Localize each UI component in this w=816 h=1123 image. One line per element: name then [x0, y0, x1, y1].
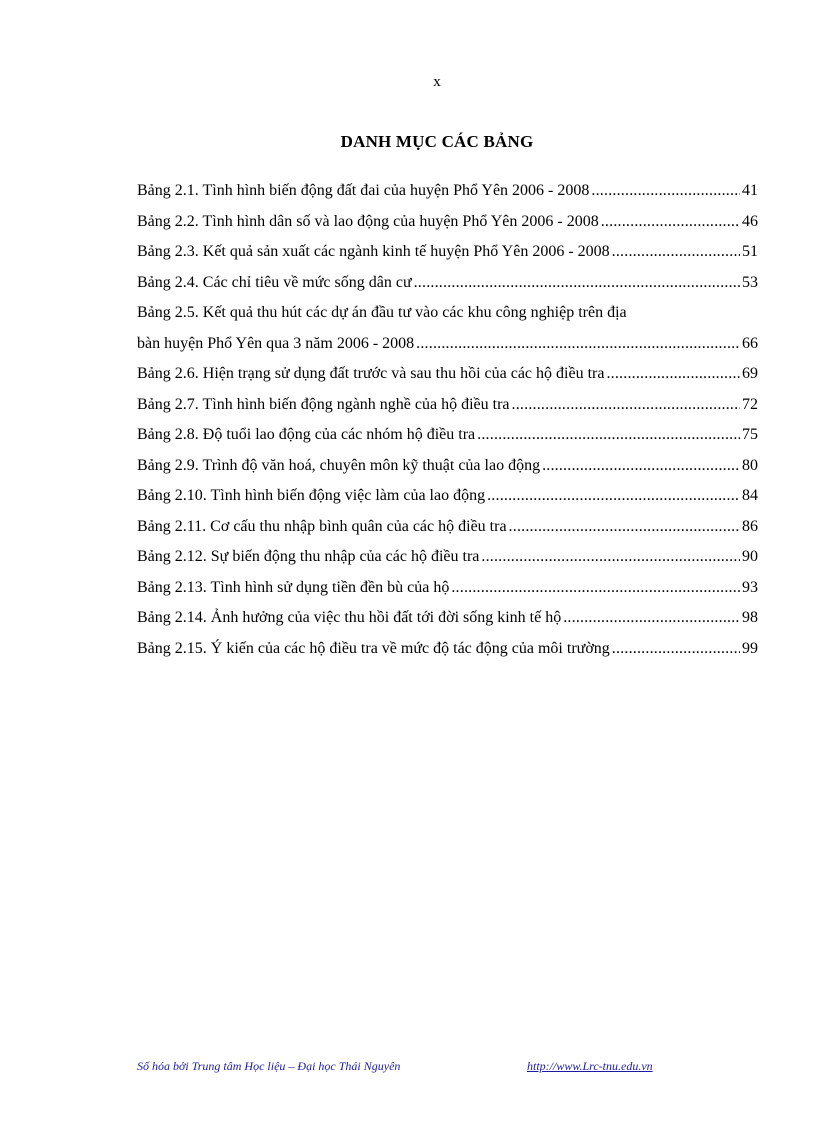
toc-entry-label-continued: bàn huyện Phổ Yên qua 3 năm 2006 - 2008: [137, 334, 415, 352]
toc-entry-page: 90: [742, 548, 758, 565]
footer-link[interactable]: http://www.Lrc-tnu.edu.vn: [527, 1059, 653, 1073]
table-of-tables: [137, 176, 758, 664]
dot-leader: [563, 603, 740, 634]
toc-entry-label: Bảng 2.10. Tình hình biến động việc làm của lao động: [137, 487, 486, 504]
page-title: DANH MỤC CÁC BẢNG: [340, 132, 534, 151]
dot-leader: [451, 573, 740, 604]
toc-entry[interactable]: [137, 603, 758, 634]
toc-entry-label: Bảng 2.15. Ý kiến của các hộ điều tra về mức độ tác động của môi trường: [137, 639, 610, 657]
dot-leader: [509, 512, 740, 543]
dot-leader: [612, 634, 740, 665]
toc-entry[interactable]: [137, 298, 758, 359]
toc-entry[interactable]: [137, 512, 758, 543]
toc-entry-label: Bảng 2.13. Tình hình sử dụng tiền đền bù của hộ: [137, 578, 450, 596]
toc-entry-label: Bảng 2.12. Sự biến động thu nhập của các hộ điều tra: [137, 548, 480, 565]
dot-leader: [414, 268, 740, 299]
toc-entry[interactable]: [137, 176, 758, 207]
dot-leader: [612, 237, 740, 268]
toc-entry-page: 84: [742, 487, 758, 504]
toc-entry[interactable]: [137, 359, 758, 390]
toc-entry[interactable]: [137, 481, 758, 512]
dot-leader: [416, 329, 740, 360]
toc-entry-label: Bảng 2.1. Tình hình biến động đất đai của huyện Phổ Yên 2006 - 2008: [137, 182, 590, 199]
dot-leader: [542, 451, 740, 482]
toc-entry-page: 72: [742, 395, 758, 413]
page-number: x: [433, 74, 441, 90]
toc-entry-page: 51: [742, 243, 758, 260]
toc-entry[interactable]: [137, 542, 758, 573]
dot-leader: [512, 390, 740, 421]
toc-entry-page: 66: [742, 334, 758, 352]
toc-entry-page: 86: [742, 517, 758, 535]
toc-entry[interactable]: [137, 390, 758, 421]
toc-entry-page: 99: [742, 639, 758, 657]
dot-leader: [591, 176, 740, 207]
toc-entry-page: 69: [742, 365, 758, 382]
toc-entry-page: 75: [742, 426, 758, 443]
toc-entry-label: Bảng 2.9. Trình độ văn hoá, chuyên môn kỹ thuật của lao động: [137, 456, 541, 474]
toc-entry-page: 98: [742, 609, 758, 626]
toc-entry-label: Bảng 2.7. Tình hình biến động ngành nghề của hộ điều tra: [137, 395, 510, 413]
toc-entry-label: Bảng 2.8. Độ tuổi lao động của các nhóm hộ điều tra: [137, 426, 476, 443]
toc-entry[interactable]: [137, 237, 758, 268]
toc-entry-page: 80: [742, 456, 758, 474]
toc-entry-label: Bảng 2.3. Kết quả sản xuất các ngành kinh tế huyện Phổ Yên 2006 - 2008: [137, 243, 610, 260]
toc-entry-label: Bảng 2.4. Các chỉ tiêu về mức sống dân cư: [137, 273, 412, 291]
dot-leader: [487, 481, 740, 512]
toc-entry-label: Bảng 2.2. Tình hình dân số và lao động của huyện Phổ Yên 2006 - 2008: [137, 212, 599, 230]
toc-entry-page: 53: [742, 273, 758, 291]
toc-entry[interactable]: [137, 573, 758, 604]
toc-entry-page: 93: [742, 578, 758, 596]
toc-entry[interactable]: [137, 207, 758, 238]
dot-leader: [481, 542, 740, 573]
toc-entry[interactable]: [137, 420, 758, 451]
toc-entry[interactable]: [137, 634, 758, 665]
toc-entry-label: Bảng 2.5. Kết quả thu hút các dự án đầu tư vào các khu công nghiệp trên địa: [137, 304, 627, 321]
toc-entry-page: 46: [742, 212, 758, 230]
dot-leader: [477, 420, 740, 451]
footer-credit: Số hóa bởi Trung tâm Học liệu – Đại học Thái Nguyên: [137, 1059, 401, 1073]
toc-entry-label: Bảng 2.11. Cơ cấu thu nhập bình quân của các hộ điều tra: [137, 517, 507, 535]
dot-leader: [606, 359, 740, 390]
toc-entry[interactable]: [137, 268, 758, 299]
dot-leader: [601, 207, 740, 238]
toc-entry-label: Bảng 2.14. Ảnh hưởng của việc thu hồi đất tới đời sống kinh tế hộ: [137, 609, 562, 626]
toc-entry[interactable]: [137, 451, 758, 482]
toc-entry-label: Bảng 2.6. Hiện trạng sử dụng đất trước và sau thu hồi của các hộ điều tra: [137, 365, 605, 382]
toc-entry-page: 41: [742, 182, 758, 199]
